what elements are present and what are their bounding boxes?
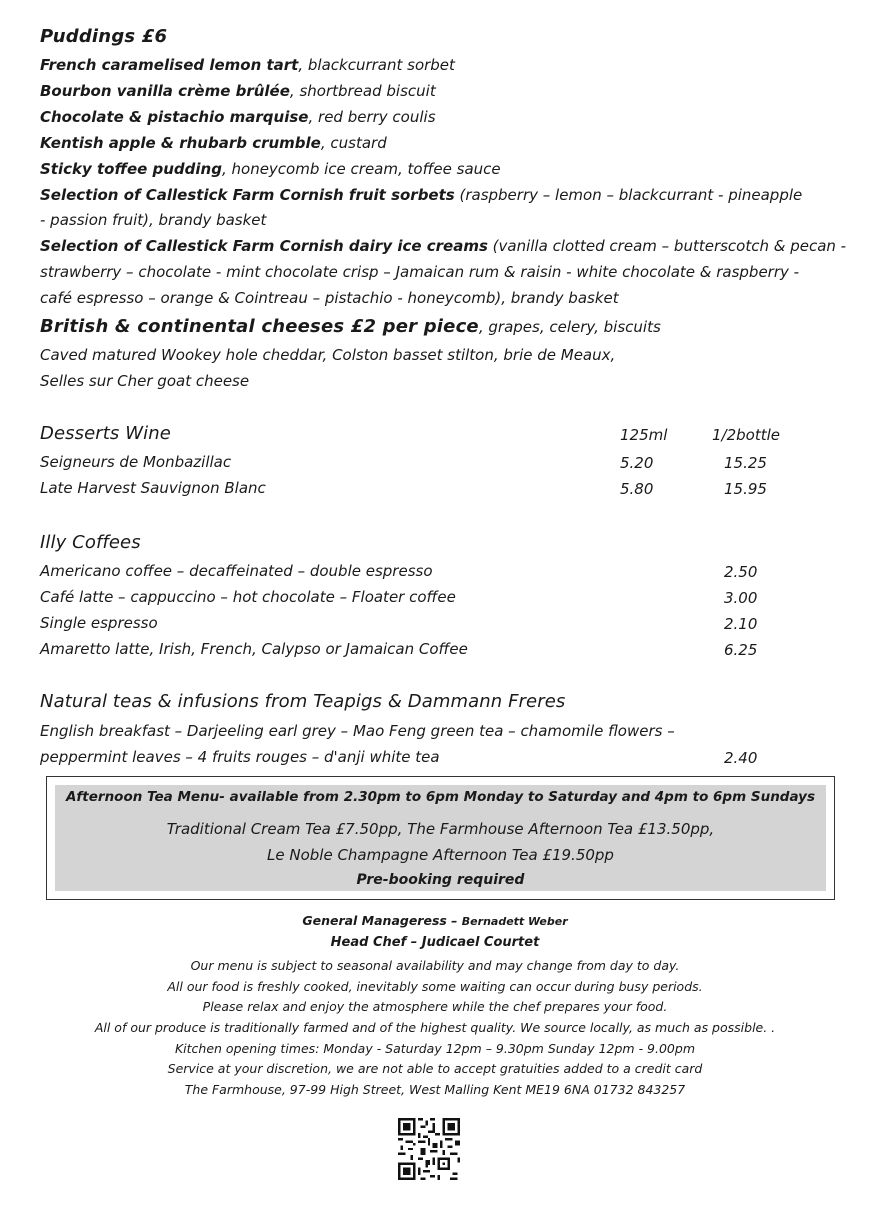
teas-heading: Natural teas & infusions from Teapigs & Dammann Freres [40, 691, 566, 712]
footer-note: Our menu is subject to seasonal availability and may change from day to day. [190, 958, 680, 973]
wine-row-glass: 5.80 [620, 480, 654, 498]
dessert-wine-heading: Desserts Wine [40, 423, 171, 444]
icecream-item: Selection of Callestick Farm Cornish dairy ice creams (vanilla clotted cream – butterscotch & pecan - [40, 237, 847, 255]
pudding-item: French caramelised lemon tart, blackcurrant sorbet [40, 56, 455, 74]
footer-note: Service at your discretion, we are not able to accept gratuities added to a credit card [167, 1061, 703, 1076]
footer-note: Please relax and enjoy the atmosphere while the chef prepares your food. [202, 999, 668, 1014]
sorbets-item: Selection of Callestick Farm Cornish fruit sorbets (raspberry – lemon – blackcurrant - pineapple [40, 186, 803, 204]
afternoon-tea-panel [55, 785, 826, 891]
teas-line: English breakfast – Darjeeling earl grey – Mao Feng green tea – chamomile flowers – [40, 722, 675, 740]
footer-note: All our food is freshly cooked, inevitably some waiting can occur during busy periods. [167, 979, 703, 994]
teas-line: peppermint leaves – 4 fruits rouges – d'anji white tea [40, 748, 440, 766]
coffee-row-name: Americano coffee – decaffeinated – double espresso [40, 562, 433, 580]
afternoon-tea-line: Le Noble Champagne Afternoon Tea £19.50pp [267, 846, 614, 864]
manageress-line: General Manageress – Bernadett Weber [302, 913, 568, 928]
coffee-row-price: 2.50 [724, 563, 758, 581]
qr-code-icon [398, 1118, 460, 1180]
cheeses-heading-desc: , grapes, celery, biscuits [478, 318, 661, 336]
teas-price: 2.40 [724, 749, 758, 767]
cheeses-line: Selles sur Cher goat cheese [40, 372, 250, 390]
wine-row-half: 15.95 [724, 480, 767, 498]
footer-note: Kitchen opening times: Monday - Saturday 12pm – 9.30pm Sunday 12pm - 9.00pm [174, 1041, 695, 1056]
footer-address: The Farmhouse, 97-99 High Street, West Malling Kent ME19 6NA 01732 843257 [184, 1082, 686, 1097]
coffee-row-price: 2.10 [724, 615, 758, 633]
icecream-item-cont: café espresso – orange & Cointreau – pistachio - honeycomb), brandy basket [40, 289, 619, 307]
coffee-row-price: 6.25 [724, 641, 758, 659]
wine-row-glass: 5.20 [620, 454, 654, 472]
wine-row-half: 15.25 [724, 454, 767, 472]
puddings-heading: Puddings £6 [40, 26, 168, 47]
cheeses-line: Caved matured Wookey hole cheddar, Colston basset stilton, brie de Meaux, [40, 346, 616, 364]
wine-row-name: Seigneurs de Monbazillac [40, 453, 232, 471]
footer-note: All of our produce is traditionally farmed and of the highest quality. We source locally, as much as possible. . [94, 1020, 776, 1035]
pudding-item: Chocolate & pistachio marquise, red berry coulis [40, 108, 436, 126]
icecream-item-cont: strawberry – chocolate - mint chocolate crisp – Jamaican rum & raisin - white chocolate & raspberry - [40, 263, 800, 281]
coffee-row-price: 3.00 [724, 589, 758, 607]
afternoon-tea-line: Traditional Cream Tea £7.50pp, The Farmhouse Afternoon Tea £13.50pp, [166, 820, 715, 838]
cheeses-heading-line [40, 314, 661, 340]
pudding-item: Kentish apple & rhubarb crumble, custard [40, 134, 387, 152]
pudding-item: Bourbon vanilla crème brûlée, shortbread biscuit [40, 82, 436, 100]
sorbets-item-cont: - passion fruit), brandy basket [40, 211, 267, 229]
pudding-item: Sticky toffee pudding, honeycomb ice cream, toffee sauce [40, 160, 501, 178]
coffees-heading: Illy Coffees [40, 532, 141, 553]
afternoon-tea-title: Afternoon Tea Menu- available from 2.30pm to 6pm Monday to Saturday and 4pm to 6pm Sundays [65, 789, 816, 805]
afternoon-tea-box [46, 776, 835, 900]
coffee-row-name: Café latte – cappuccino – hot chocolate – Floater coffee [40, 588, 456, 606]
cheeses-heading: British & continental cheeses £2 per piece [40, 316, 479, 337]
dessert-wine-col-glass: 125ml [620, 426, 668, 444]
dessert-wine-col-half: 1/2bottle [712, 426, 780, 444]
coffee-row-name: Amaretto latte, Irish, French, Calypso or Jamaican Coffee [40, 640, 468, 658]
coffee-row-name: Single espresso [40, 614, 158, 632]
head-chef-line: Head Chef – Judicael Courtet [330, 935, 540, 950]
afternoon-tea-note: Pre-booking required [356, 872, 525, 888]
wine-row-name: Late Harvest Sauvignon Blanc [40, 479, 266, 497]
